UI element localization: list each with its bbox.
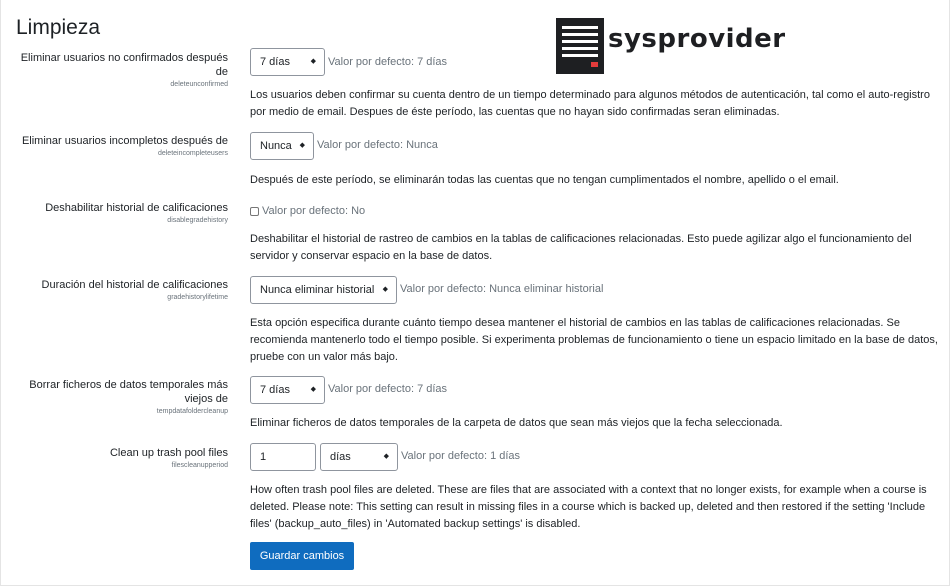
setting-label-deleteincompleteusers	[13, 134, 228, 159]
select-value: días	[330, 451, 351, 463]
tempdatafoldercleanup-select[interactable]	[250, 376, 325, 404]
gradehistorylifetime-select[interactable]	[250, 276, 397, 304]
deleteincompleteusers-select[interactable]	[250, 132, 314, 160]
chevron-updown-icon: ◆	[383, 453, 389, 460]
setting-title: Clean up trash pool files	[109, 447, 228, 459]
setting-title: Borrar ficheros de datos temporales más viejos de	[29, 379, 228, 405]
setting-description: Después de este período, se eliminarán todas las cuentas que no tengan cumplimentados el nombre, apellido o el email.	[250, 174, 839, 186]
save-changes-button[interactable]: Guardar cambios	[250, 542, 354, 570]
disablegradehistory-field	[250, 205, 365, 217]
chevron-updown-icon: ◆	[299, 142, 305, 149]
default-value-text: Valor por defecto: 7 días	[328, 56, 448, 68]
setting-description: Deshabilitar el historial de rastreo de cambios en la tablas de calificaciones relacionadas. Esto puede agilizar algo el funcionamiento del servidor y conservar espacio en la base de datos.	[250, 233, 912, 262]
chevron-updown-icon: ◆	[382, 286, 388, 293]
setting-label-disablegradehistory	[13, 201, 228, 226]
select-value: 7 días	[260, 384, 290, 396]
setting-label-filescleanupperiod	[13, 446, 228, 471]
setting-label-deleteunconfirmed	[13, 51, 228, 90]
setting-key: deleteincompleteusers	[157, 150, 228, 157]
disablegradehistory-checkbox[interactable]	[250, 207, 259, 216]
sysprovider-logo	[556, 18, 786, 74]
logo-text: sysprovider	[608, 24, 786, 54]
page-title: Limpieza	[16, 16, 101, 39]
setting-label-tempdatafoldercleanup	[28, 378, 228, 417]
setting-title: Eliminar usuarios no confirmados después de	[20, 52, 228, 78]
setting-key: disablegradehistory	[167, 217, 228, 224]
chevron-updown-icon: ◆	[310, 58, 316, 65]
select-value: Nunca	[260, 140, 292, 152]
filescleanupperiod-unit-select[interactable]	[320, 443, 398, 471]
setting-key: deleteunconfirmed	[170, 81, 228, 88]
filescleanupperiod-number-input[interactable]: 1	[250, 443, 316, 471]
default-value-text: Valor por defecto: Nunca	[317, 139, 438, 151]
logo-mark-icon	[556, 18, 604, 74]
setting-description: How often trash pool files are deleted. These are files that are associated with a context that no longer exists, for example when a course is deleted. Please note: This setting can result in missing files in a course which is backed up, deleted and then restored if the setting 'Include files' (backup_auto_files) in 'Automated backup settings' is disabled.	[250, 484, 927, 530]
default-value-text: Valor por defecto: Nunca eliminar historial	[400, 283, 604, 295]
setting-title: Deshabilitar historial de calificaciones	[45, 202, 228, 214]
setting-key: gradehistorylifetime	[167, 294, 228, 301]
default-value-text: Valor por defecto: 7 días	[328, 383, 448, 395]
select-value: 7 días	[260, 56, 290, 68]
setting-title: Duración del historial de calificaciones	[41, 279, 228, 291]
chevron-updown-icon: ◆	[310, 386, 316, 393]
setting-title: Eliminar usuarios incompletos después de	[21, 135, 228, 147]
setting-description: Esta opción especifica durante cuánto tiempo desea mantener el historial de cambios en las tablas de calificaciones relacionadas. Se recomienda mantenerlo todo el tiempo posible. Si experimenta problemas de funcionamiento o tiene un espacio limitado en la base de datos, pruebe con un valor más bajo.	[250, 317, 938, 363]
setting-label-gradehistorylifetime	[13, 278, 228, 303]
setting-description: Los usuarios deben confirmar su cuenta dentro de un tiempo determinado para algunos métodos de autenticación, tal como el auto-registro por medio de email. Despues de éste período, las cuentas que no hayan sido confirmadas seran eliminadas.	[250, 89, 930, 118]
setting-key: tempdatafoldercleanup	[156, 408, 228, 415]
default-value-text: Valor por defecto: 1 días	[401, 450, 521, 462]
select-value: Nunca eliminar historial	[260, 284, 375, 296]
deleteunconfirmed-select[interactable]	[250, 48, 325, 76]
setting-key: filescleanupperiod	[171, 462, 228, 469]
default-value-text: Valor por defecto: No	[262, 205, 366, 217]
setting-description: Eliminar ficheros de datos temporales de la carpeta de datos que sean más viejos que la fecha seleccionada.	[250, 417, 783, 429]
